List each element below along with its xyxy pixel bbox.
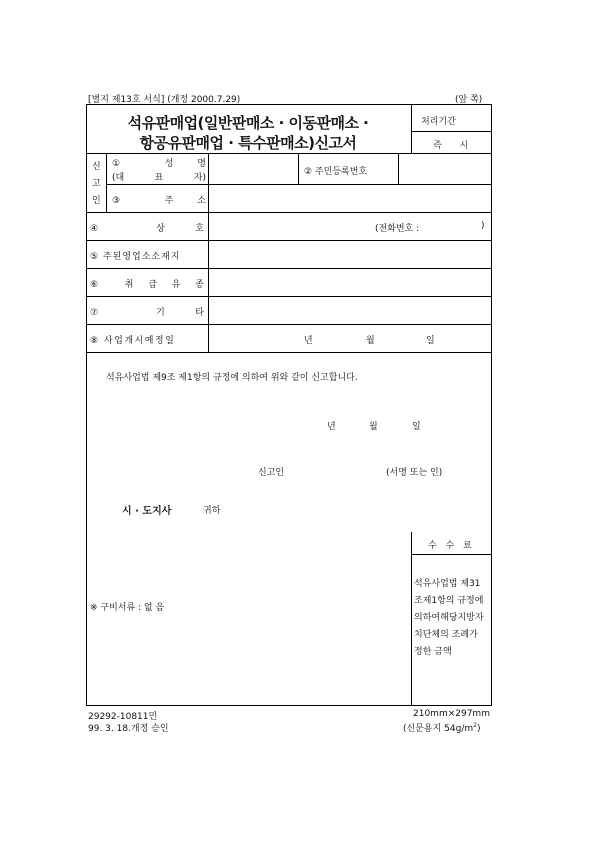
products-label: ⑥ 취 급 유 종 xyxy=(90,280,204,290)
honorific: 귀하 xyxy=(203,506,221,516)
fee-line: 의하여해당지방자 xyxy=(414,613,484,623)
start-date-label: ⑧ 사업개시예정일 xyxy=(90,336,176,346)
footer-size: 210mm×297mm xyxy=(413,709,490,719)
applicant-char-3: 인 xyxy=(92,196,101,206)
row-divider xyxy=(86,212,492,213)
title-line-2: 항공유판매업 · 특수판매소)신고서 xyxy=(139,134,357,152)
row-divider xyxy=(86,324,492,325)
processing-label: 처리기간 xyxy=(421,117,456,127)
row-divider xyxy=(86,352,492,353)
col-divider xyxy=(411,532,412,706)
applicant-char-2: 고 xyxy=(92,179,101,189)
statement-day: 일 xyxy=(412,422,421,432)
start-month: 월 xyxy=(366,336,375,346)
form-title xyxy=(98,113,398,153)
row-divider xyxy=(86,296,492,297)
fee-text xyxy=(414,576,484,661)
rrn-label: ② 주민등록번호 xyxy=(304,167,368,177)
fee-label: 수 수 료 xyxy=(428,541,472,551)
representative-label: (대 표 자) xyxy=(112,173,206,183)
statement-text: 석유사업법 제9조 제1항의 규정에 의하여 위와 같이 신고합니다. xyxy=(106,373,358,383)
phone-label: (전화번호 : xyxy=(375,224,420,234)
footer-paper xyxy=(403,721,480,734)
statement-month: 월 xyxy=(369,422,378,432)
footer-approved: 99. 3. 18.개정 승인 xyxy=(88,724,169,734)
fee-divider xyxy=(411,554,492,555)
applicant-group-label xyxy=(92,159,101,210)
processing-divider xyxy=(411,131,492,132)
trade-name-label: ④ 상 호 xyxy=(90,224,204,234)
declarant-label: 신고인 xyxy=(258,468,285,478)
applicant-char-1: 신 xyxy=(92,162,101,172)
fee-line: 석유사업법 제31 xyxy=(414,579,481,589)
fee-line: 정한 금액 xyxy=(414,647,452,657)
processing-value: 즉 시 xyxy=(433,141,469,151)
col-divider xyxy=(398,153,399,184)
form-number: [별지 제13호 서식] (개정 2000.7.29) xyxy=(88,95,241,105)
other-label: ⑦ 기 타 xyxy=(90,308,204,318)
page-side: (앞 쪽) xyxy=(455,95,483,105)
name-label: ① 성 명 xyxy=(112,159,206,169)
col-divider xyxy=(106,153,107,212)
fee-line: 치단체의 조례가 xyxy=(414,630,478,640)
col-divider xyxy=(411,104,412,153)
phone-close: ) xyxy=(481,221,485,231)
paper-sup: 2 xyxy=(473,722,477,729)
attachments-note: ※ 구비서류 : 없 음 xyxy=(90,603,165,613)
addressee: 시 · 도지사 xyxy=(122,506,172,517)
footer-code: 29292-10811민 xyxy=(88,712,158,722)
row-divider xyxy=(86,268,492,269)
col-divider xyxy=(298,153,299,184)
row-divider xyxy=(86,240,492,241)
fee-line: 조제1항의 규정에 xyxy=(414,596,484,606)
main-office-label: ⑤ 주된영업소소재지 xyxy=(90,252,181,262)
title-line-1: 석유판매업(일반판매소 · 이동판매소 · xyxy=(127,114,369,132)
statement-year: 년 xyxy=(327,422,336,432)
row-divider xyxy=(86,153,492,154)
address-label: ③ 주 소 xyxy=(112,196,206,206)
paper-close: ) xyxy=(476,724,481,734)
paper-text: (신문용지 54g/m xyxy=(403,724,474,734)
start-day: 일 xyxy=(426,336,435,346)
start-year: 년 xyxy=(304,336,313,346)
row-divider xyxy=(106,184,492,185)
col-divider xyxy=(208,153,209,352)
signature-label: (서명 또는 인) xyxy=(386,468,443,478)
